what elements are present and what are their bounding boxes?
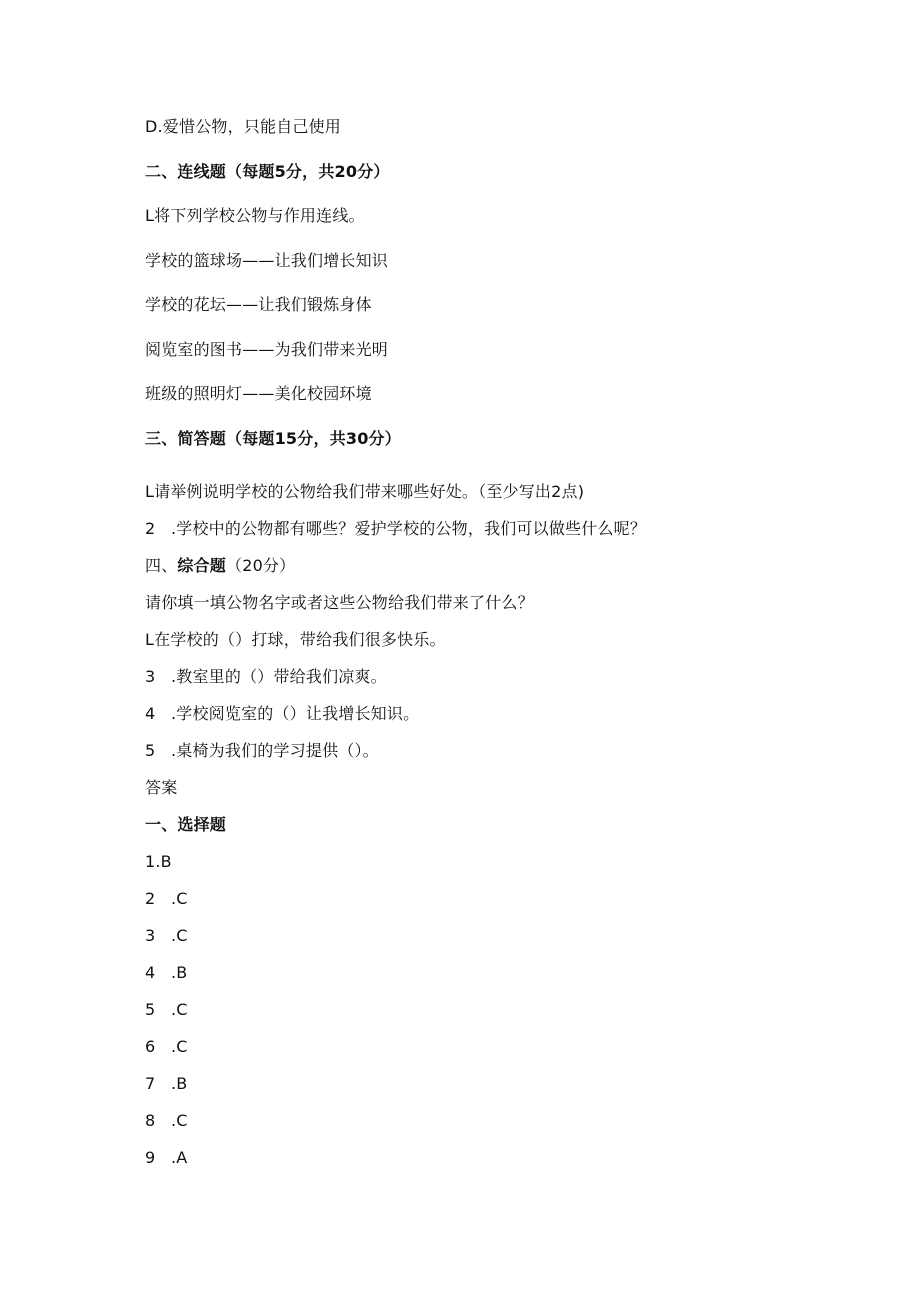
answer-number: 7 <box>145 1074 156 1093</box>
question-text: .桌椅为我们的学习提供（）。 <box>171 741 379 760</box>
section2-heading: 二、连线题（每题5分，共20分） <box>145 162 390 181</box>
section4-item <box>145 704 419 724</box>
answers-title: 答案 <box>145 778 178 797</box>
heading-suffix: （20分） <box>226 556 296 575</box>
section3-q1: L请举例说明学校的公物给我们带来哪些好处。（至少写出2点) <box>145 482 585 501</box>
question-number: 3 <box>145 667 156 686</box>
answer-text: .C <box>171 1000 188 1019</box>
answer-item <box>145 1074 187 1094</box>
match-pair: 学校的篮球场——让我们增长知识 <box>145 251 389 270</box>
answer-number: 2 <box>145 889 156 908</box>
answer-number: 6 <box>145 1037 156 1056</box>
section4-item <box>145 741 379 761</box>
question-text: .教室里的（）带给我们凉爽。 <box>171 667 387 686</box>
answer-text: .C <box>171 1111 188 1130</box>
answer-item: 1.B <box>145 852 172 871</box>
answers-section1-heading: 一、选择题 <box>145 815 227 834</box>
option-d: D.爱惜公物，只能自己使用 <box>145 117 342 136</box>
section4-q1: L在学校的（）打球，带给我们很多快乐。 <box>145 630 446 649</box>
question-text: .学校中的公物都有哪些？爱护学校的公物，我们可以做些什么呢？ <box>171 519 647 538</box>
answer-number: 3 <box>145 926 156 945</box>
answer-number: 8 <box>145 1111 156 1130</box>
answer-item <box>145 1000 188 1020</box>
heading-prefix: 四、 <box>145 556 178 575</box>
answer-text: .C <box>171 889 188 908</box>
section3-heading: 三、简答题（每题15分，共30分） <box>145 429 401 448</box>
section4-intro: 请你填一填公物名字或者这些公物给我们带来了什么？ <box>145 593 534 612</box>
answer-number: 9 <box>145 1148 156 1167</box>
heading-title: 综合题 <box>177 556 227 575</box>
answer-number: 4 <box>145 963 156 982</box>
question-number: 2 <box>145 519 156 538</box>
answer-item <box>145 1111 188 1131</box>
answer-item <box>145 1037 188 1057</box>
section3-q2 <box>145 519 646 539</box>
answer-item <box>145 963 187 983</box>
answer-number: 5 <box>145 1000 156 1019</box>
section4-heading <box>145 556 295 576</box>
match-pair: 学校的花坛——让我们锻炼身体 <box>145 295 372 314</box>
section4-item <box>145 667 387 687</box>
answer-text: .B <box>171 1074 188 1093</box>
question-number: 4 <box>145 704 156 723</box>
match-pair: 阅览室的图书——为我们带来光明 <box>145 340 389 359</box>
answer-text: .C <box>171 926 188 945</box>
answer-text: .B <box>171 963 188 982</box>
answer-text: .A <box>171 1148 188 1167</box>
answer-text: .C <box>171 1037 188 1056</box>
answer-item <box>145 889 188 909</box>
question-text: .学校阅览室的（）让我增长知识。 <box>171 704 420 723</box>
question-number: 5 <box>145 741 156 760</box>
answer-item <box>145 1148 187 1168</box>
answer-item <box>145 926 188 946</box>
section2-instruction: L将下列学校公物与作用连线。 <box>145 206 365 225</box>
match-pair: 班级的照明灯——美化校园环境 <box>145 384 372 403</box>
